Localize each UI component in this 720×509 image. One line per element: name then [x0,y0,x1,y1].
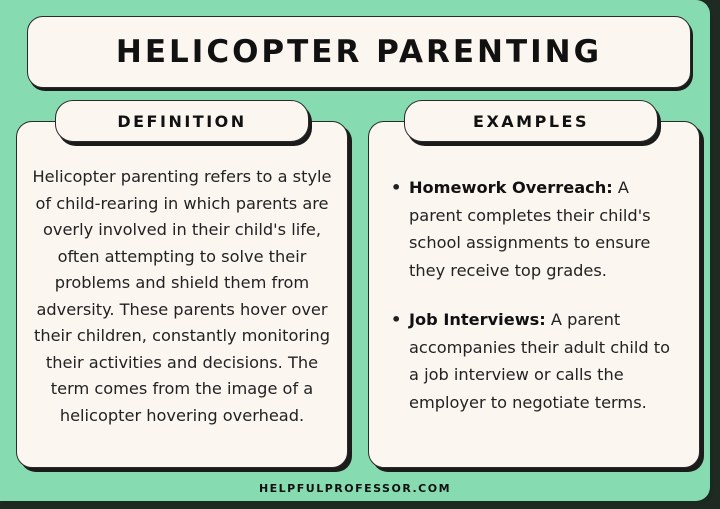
example-description: A parent accompanies their adult child to a job interview or calls the employer to negotiate terms. [409,310,671,412]
example-term: Homework Overreach: [409,178,613,197]
definition-text: Helicopter parenting refers to a style of child-rearing in which parents are overly involved in their child's life, often attempting to solve their problems and shield them from adversity. These parents hover over their children, constantly monitoring their activities and decisions. The term comes from the image of a helicopter hovering overhead. [32,167,332,425]
title-banner [27,16,691,88]
definition-tab [55,100,309,142]
examples-tab [404,100,658,142]
examples-heading: EXAMPLES [473,111,589,131]
examples-card [368,121,700,468]
example-description: A parent completes their child's school assignments to ensure they receive top grades. [409,178,651,280]
examples-list [391,174,681,438]
list-item [391,174,681,284]
bullet-icon: • [391,310,402,329]
definition-heading: DEFINITION [117,111,247,131]
definition-card [16,121,348,468]
page-title: HELICOPTER PARENTING [115,34,603,70]
list-item [391,306,681,416]
bullet-icon: • [391,178,402,197]
example-term: Job Interviews: [409,310,546,329]
footer-credit: HELPFULPROFESSOR.COM [258,482,452,495]
